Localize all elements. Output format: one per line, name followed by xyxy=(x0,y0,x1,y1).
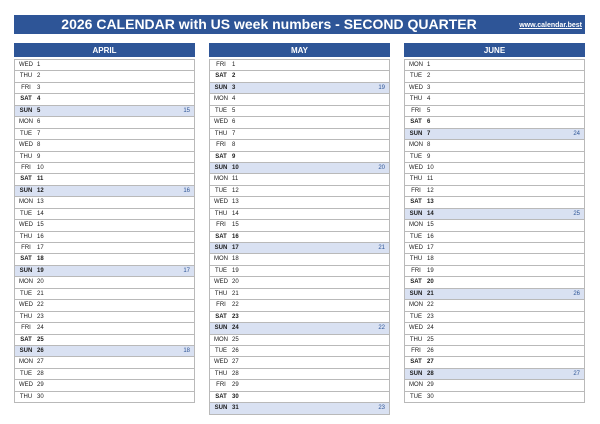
day-number: 13 xyxy=(37,199,44,206)
day-number: 23 xyxy=(232,313,239,320)
day-row xyxy=(210,129,389,140)
day-number: 18 xyxy=(427,256,434,263)
day-number: 15 xyxy=(37,222,44,229)
day-number: 27 xyxy=(232,359,239,366)
day-row xyxy=(210,392,389,403)
month-june xyxy=(404,43,585,403)
day-number: 10 xyxy=(37,164,44,171)
day-number: 9 xyxy=(232,153,236,160)
day-row xyxy=(15,323,194,334)
day-list xyxy=(404,59,585,403)
day-row xyxy=(15,186,194,197)
day-row xyxy=(405,392,584,403)
day-name: SAT xyxy=(20,96,32,103)
day-name: SUN xyxy=(409,290,423,297)
day-name: SAT xyxy=(410,359,422,366)
day-row xyxy=(210,357,389,368)
day-name: FRI xyxy=(21,245,31,251)
day-number: 6 xyxy=(427,119,431,126)
day-number: 10 xyxy=(427,164,434,171)
day-name: FRI xyxy=(216,62,226,68)
day-name: THU xyxy=(19,233,33,240)
day-name: MON xyxy=(19,279,33,286)
day-row xyxy=(15,129,194,140)
day-name: MON xyxy=(409,142,423,149)
day-number: 2 xyxy=(427,73,431,80)
day-number: 6 xyxy=(232,119,236,126)
day-number: 4 xyxy=(232,96,236,103)
day-number: 1 xyxy=(427,62,431,68)
day-number: 13 xyxy=(427,199,434,206)
day-name: TUE xyxy=(20,370,32,377)
day-number: 22 xyxy=(232,302,239,309)
day-row xyxy=(405,312,584,323)
day-name: FRI xyxy=(21,164,31,171)
day-number: 23 xyxy=(37,313,44,320)
month-april xyxy=(14,43,195,403)
day-name: TUE xyxy=(410,233,422,240)
day-row xyxy=(405,163,584,174)
day-row xyxy=(405,140,584,151)
day-number: 14 xyxy=(427,210,434,217)
day-name: SUN xyxy=(214,405,228,412)
day-number: 17 xyxy=(37,245,44,251)
day-name: MON xyxy=(214,256,228,263)
day-number: 2 xyxy=(232,73,236,80)
day-name: WED xyxy=(19,222,33,229)
day-name: SAT xyxy=(410,119,422,126)
day-name: SAT xyxy=(215,233,227,240)
day-number: 12 xyxy=(427,187,434,194)
day-row xyxy=(15,220,194,231)
week-number: 25 xyxy=(573,210,580,217)
day-number: 30 xyxy=(232,393,239,400)
month-header: JUNE xyxy=(404,43,585,57)
week-number: 15 xyxy=(183,107,190,114)
day-row xyxy=(15,163,194,174)
day-number: 9 xyxy=(427,153,431,160)
day-row xyxy=(405,243,584,254)
day-row xyxy=(15,369,194,380)
week-number: 27 xyxy=(573,370,580,377)
day-number: 16 xyxy=(232,233,239,240)
day-number: 2 xyxy=(37,73,41,80)
day-row xyxy=(405,346,584,357)
day-number: 17 xyxy=(232,245,239,251)
month-header: APRIL xyxy=(14,43,195,57)
day-number: 26 xyxy=(232,347,239,354)
day-name: MON xyxy=(214,176,228,183)
day-number: 5 xyxy=(427,107,431,114)
day-row xyxy=(210,94,389,105)
day-number: 14 xyxy=(37,210,44,217)
day-number: 30 xyxy=(427,393,434,400)
week-number: 18 xyxy=(183,347,190,354)
day-name: MON xyxy=(409,302,423,309)
day-row xyxy=(210,83,389,94)
day-number: 17 xyxy=(427,245,434,251)
day-row xyxy=(405,289,584,300)
day-name: SUN xyxy=(19,347,33,354)
day-number: 21 xyxy=(427,290,434,297)
day-name: TUE xyxy=(410,153,422,160)
day-row xyxy=(15,346,194,357)
page-title: 2026 CALENDAR with US week numbers - SECOND QUARTER xyxy=(61,16,477,32)
day-row xyxy=(210,323,389,334)
day-number: 29 xyxy=(232,382,239,389)
day-number: 4 xyxy=(37,96,41,103)
day-name: WED xyxy=(214,279,228,286)
day-name: MON xyxy=(19,119,33,126)
week-number: 22 xyxy=(378,325,385,332)
day-name: SUN xyxy=(19,107,33,114)
day-name: SUN xyxy=(19,267,33,274)
site-link[interactable]: www.calendar.best xyxy=(519,22,582,29)
day-row xyxy=(210,209,389,220)
day-row xyxy=(210,380,389,391)
day-name: WED xyxy=(409,164,423,171)
day-row xyxy=(210,163,389,174)
day-number: 21 xyxy=(37,290,44,297)
week-number: 16 xyxy=(183,187,190,194)
day-list xyxy=(14,59,195,403)
day-row xyxy=(210,254,389,265)
day-row xyxy=(210,403,389,414)
day-row xyxy=(210,335,389,346)
day-row xyxy=(15,312,194,323)
month-may xyxy=(209,43,390,415)
day-number: 1 xyxy=(37,62,41,68)
day-number: 20 xyxy=(37,279,44,286)
day-number: 1 xyxy=(232,62,236,68)
day-name: SUN xyxy=(214,164,228,171)
day-name: SAT xyxy=(215,393,227,400)
day-number: 26 xyxy=(427,347,434,354)
day-name: TUE xyxy=(410,393,422,400)
day-row xyxy=(15,266,194,277)
day-row xyxy=(210,289,389,300)
day-row xyxy=(210,140,389,151)
day-number: 24 xyxy=(37,325,44,332)
day-number: 3 xyxy=(232,84,236,91)
day-name: SAT xyxy=(20,336,32,343)
day-name: FRI xyxy=(411,187,421,194)
day-name: TUE xyxy=(20,290,32,297)
day-name: MON xyxy=(19,359,33,366)
day-number: 19 xyxy=(37,267,44,274)
day-name: MON xyxy=(214,336,228,343)
week-number: 21 xyxy=(378,245,385,251)
day-row xyxy=(15,117,194,128)
day-number: 11 xyxy=(37,176,44,183)
day-number: 4 xyxy=(427,96,431,103)
day-number: 3 xyxy=(427,84,431,91)
day-number: 25 xyxy=(37,336,44,343)
day-row xyxy=(210,277,389,288)
day-row xyxy=(15,140,194,151)
day-name: FRI xyxy=(21,325,31,332)
day-number: 27 xyxy=(427,359,434,366)
day-name: THU xyxy=(409,256,423,263)
day-name: MON xyxy=(214,96,228,103)
day-number: 9 xyxy=(37,153,41,160)
day-name: SAT xyxy=(20,256,32,263)
day-row xyxy=(210,106,389,117)
day-number: 8 xyxy=(232,142,236,149)
day-number: 8 xyxy=(427,142,431,149)
day-row xyxy=(405,335,584,346)
day-number: 7 xyxy=(232,130,236,137)
week-number: 26 xyxy=(573,290,580,297)
day-row xyxy=(210,266,389,277)
day-name: WED xyxy=(409,245,423,251)
day-number: 20 xyxy=(232,279,239,286)
week-number: 17 xyxy=(183,267,190,274)
day-row xyxy=(15,174,194,185)
day-number: 3 xyxy=(37,84,41,91)
day-name: TUE xyxy=(215,267,227,274)
day-name: WED xyxy=(214,199,228,206)
day-row xyxy=(15,357,194,368)
day-number: 15 xyxy=(232,222,239,229)
day-name: MON xyxy=(409,222,423,229)
day-row xyxy=(210,197,389,208)
day-number: 11 xyxy=(232,176,239,183)
day-name: THU xyxy=(19,393,33,400)
day-name: WED xyxy=(409,325,423,332)
day-row xyxy=(15,209,194,220)
day-row xyxy=(15,83,194,94)
day-number: 8 xyxy=(37,142,41,149)
day-name: SAT xyxy=(20,176,32,183)
day-number: 11 xyxy=(427,176,434,183)
day-number: 26 xyxy=(37,347,44,354)
day-name: FRI xyxy=(216,142,226,149)
day-name: THU xyxy=(409,336,423,343)
day-name: MON xyxy=(409,382,423,389)
day-number: 16 xyxy=(37,233,44,240)
day-row xyxy=(15,60,194,71)
day-number: 24 xyxy=(232,325,239,332)
day-number: 21 xyxy=(232,290,239,297)
day-name: FRI xyxy=(411,107,421,114)
day-number: 12 xyxy=(37,187,44,194)
day-row xyxy=(15,232,194,243)
day-name: WED xyxy=(214,359,228,366)
day-name: WED xyxy=(19,302,33,309)
day-row xyxy=(405,117,584,128)
day-number: 13 xyxy=(232,199,239,206)
day-name: TUE xyxy=(215,107,227,114)
day-row xyxy=(15,277,194,288)
day-row xyxy=(210,232,389,243)
day-name: WED xyxy=(409,84,423,91)
day-name: TUE xyxy=(20,210,32,217)
day-name: TUE xyxy=(215,347,227,354)
day-number: 29 xyxy=(427,382,434,389)
day-row xyxy=(405,197,584,208)
day-name: FRI xyxy=(216,222,226,229)
title-bar xyxy=(14,15,585,34)
day-row xyxy=(405,220,584,231)
day-number: 31 xyxy=(232,405,239,412)
day-row xyxy=(210,220,389,231)
day-row xyxy=(210,174,389,185)
day-row xyxy=(405,83,584,94)
day-row xyxy=(405,152,584,163)
day-row xyxy=(210,152,389,163)
day-name: SUN xyxy=(409,130,423,137)
day-row xyxy=(405,277,584,288)
day-number: 24 xyxy=(427,325,434,332)
day-number: 7 xyxy=(427,130,431,137)
day-number: 15 xyxy=(427,222,434,229)
day-name: FRI xyxy=(21,84,31,91)
day-row xyxy=(405,129,584,140)
day-number: 16 xyxy=(427,233,434,240)
week-number: 20 xyxy=(378,164,385,171)
day-row xyxy=(210,312,389,323)
day-name: MON xyxy=(409,62,423,68)
day-row xyxy=(210,71,389,82)
day-row xyxy=(210,369,389,380)
day-row xyxy=(405,266,584,277)
day-name: SUN xyxy=(214,325,228,332)
month-header: MAY xyxy=(209,43,390,57)
day-row xyxy=(405,300,584,311)
day-name: SUN xyxy=(409,210,423,217)
week-number: 23 xyxy=(378,405,385,412)
day-number: 19 xyxy=(232,267,239,274)
day-number: 18 xyxy=(37,256,44,263)
day-number: 28 xyxy=(427,370,434,377)
day-name: THU xyxy=(214,210,228,217)
day-row xyxy=(405,254,584,265)
day-name: SAT xyxy=(410,199,422,206)
day-name: WED xyxy=(19,142,33,149)
day-name: FRI xyxy=(216,302,226,309)
day-row xyxy=(405,380,584,391)
day-name: TUE xyxy=(410,73,422,80)
day-number: 28 xyxy=(232,370,239,377)
day-number: 30 xyxy=(37,393,44,400)
day-row xyxy=(405,323,584,334)
day-name: TUE xyxy=(410,313,422,320)
day-name: SUN xyxy=(19,187,33,194)
day-number: 22 xyxy=(427,302,434,309)
day-number: 5 xyxy=(232,107,236,114)
day-row xyxy=(405,209,584,220)
day-row xyxy=(210,186,389,197)
day-name: SAT xyxy=(215,73,227,80)
day-number: 18 xyxy=(232,256,239,263)
day-number: 29 xyxy=(37,382,44,389)
day-list xyxy=(209,59,390,415)
day-row xyxy=(210,60,389,71)
day-number: 19 xyxy=(427,267,434,274)
day-number: 22 xyxy=(37,302,44,309)
day-row xyxy=(15,392,194,403)
day-name: WED xyxy=(214,119,228,126)
day-name: SUN xyxy=(214,245,228,251)
day-row xyxy=(210,117,389,128)
day-name: SAT xyxy=(215,153,227,160)
day-name: TUE xyxy=(215,187,227,194)
day-name: SAT xyxy=(215,313,227,320)
day-row xyxy=(15,289,194,300)
week-number: 24 xyxy=(573,130,580,137)
day-name: THU xyxy=(214,370,228,377)
day-name: FRI xyxy=(411,347,421,354)
day-name: THU xyxy=(214,130,228,137)
day-name: THU xyxy=(214,290,228,297)
day-name: TUE xyxy=(20,130,32,137)
day-number: 28 xyxy=(37,370,44,377)
day-name: WED xyxy=(19,62,33,68)
day-name: SUN xyxy=(409,370,423,377)
day-name: THU xyxy=(19,73,33,80)
day-number: 5 xyxy=(37,107,41,114)
day-row xyxy=(15,152,194,163)
day-name: THU xyxy=(409,96,423,103)
day-name: SUN xyxy=(214,84,228,91)
day-row xyxy=(15,243,194,254)
day-row xyxy=(210,346,389,357)
day-row xyxy=(15,106,194,117)
day-name: THU xyxy=(19,313,33,320)
day-row xyxy=(15,380,194,391)
day-row xyxy=(15,197,194,208)
day-number: 12 xyxy=(232,187,239,194)
day-row xyxy=(210,243,389,254)
day-number: 25 xyxy=(427,336,434,343)
day-row xyxy=(15,71,194,82)
day-row xyxy=(15,94,194,105)
week-number: 19 xyxy=(378,84,385,91)
day-number: 7 xyxy=(37,130,41,137)
day-name: FRI xyxy=(411,267,421,274)
day-row xyxy=(405,174,584,185)
day-row xyxy=(405,106,584,117)
day-row xyxy=(15,300,194,311)
day-number: 20 xyxy=(427,279,434,286)
day-number: 14 xyxy=(232,210,239,217)
day-row xyxy=(405,186,584,197)
day-row xyxy=(405,60,584,71)
day-row xyxy=(405,369,584,380)
day-row xyxy=(15,254,194,265)
day-name: FRI xyxy=(216,382,226,389)
day-row xyxy=(405,232,584,243)
day-name: SAT xyxy=(410,279,422,286)
day-name: WED xyxy=(19,382,33,389)
day-name: THU xyxy=(409,176,423,183)
day-row xyxy=(210,300,389,311)
day-row xyxy=(405,357,584,368)
day-name: THU xyxy=(19,153,33,160)
day-number: 10 xyxy=(232,164,239,171)
day-row xyxy=(405,71,584,82)
day-number: 23 xyxy=(427,313,434,320)
day-name: MON xyxy=(19,199,33,206)
day-row xyxy=(405,94,584,105)
day-row xyxy=(15,335,194,346)
day-number: 27 xyxy=(37,359,44,366)
day-number: 6 xyxy=(37,119,41,126)
day-number: 25 xyxy=(232,336,239,343)
